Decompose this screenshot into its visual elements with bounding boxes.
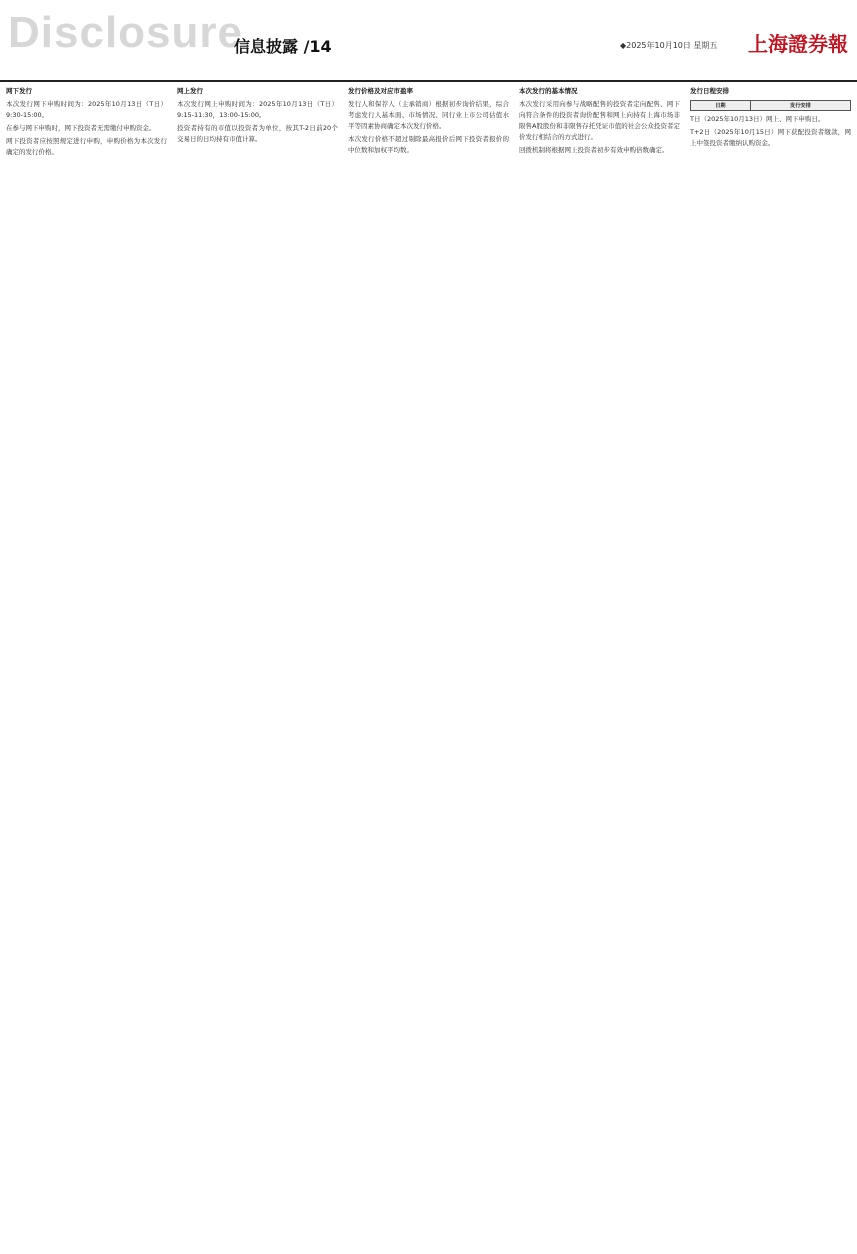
column-heading: 网下发行	[6, 87, 32, 95]
column-5	[690, 86, 851, 1248]
section-title: 信息披露 /14	[234, 37, 332, 56]
paragraph: 本次发行采用向参与战略配售的投资者定向配售、网下向符合条件的投资者询价配售和网上向持有上海市场非限售A股股份和非限售存托凭证市值的社会公众投资者定价发行相结合的方式进行。	[519, 100, 680, 141]
table-header-cell: 日期	[691, 101, 751, 111]
paragraph: 回拨机制将根据网上投资者初步有效申购倍数确定。	[519, 146, 669, 154]
newspaper-name: 上海證券報	[748, 32, 848, 56]
paragraph: 投资者持有的市值以投资者为单位，按其T-2日前20个交易日的日均持有市值计算。	[177, 124, 338, 143]
masthead-title: Disclosure	[8, 8, 243, 57]
paragraph: T+2日（2025年10月15日）网下获配投资者缴款，网上中签投资者缴纳认购资金。	[690, 128, 851, 147]
paragraph: 发行人和保荐人（主承销商）根据初步询价结果，综合考虑发行人基本面、市场情况、同行业上市公司估值水平等因素协商确定本次发行价格。	[348, 100, 509, 130]
table-header-cell: 发行安排	[750, 101, 850, 111]
paragraph: 本次发行网下申购时间为：2025年10月13日（T日）9:30-15:00。	[6, 100, 167, 119]
column-heading: 发行日程安排	[690, 87, 729, 95]
paragraph: 本次发行价格不超过剔除最高报价后网下投资者报价的中位数和加权平均数。	[348, 135, 509, 154]
page-header	[0, 0, 857, 82]
article-columns	[6, 86, 851, 1248]
column-heading: 网上发行	[177, 87, 203, 95]
paragraph: 在参与网下申购时，网下投资者无需缴付申购资金。	[6, 124, 156, 132]
table-header-row	[691, 101, 851, 111]
column-heading: 发行价格及对应市盈率	[348, 87, 413, 95]
column-3	[348, 86, 509, 1248]
column-heading: 本次发行的基本情况	[519, 87, 578, 95]
issue-date: ◆2025年10月10日 星期五	[620, 41, 718, 50]
schedule-table	[690, 100, 851, 111]
column-1	[6, 86, 167, 1248]
paragraph: 网下投资者应按照规定进行申购，申购价格为本次发行确定的发行价格。	[6, 137, 167, 156]
column-2	[177, 86, 338, 1248]
column-4	[519, 86, 680, 1248]
paragraph: 本次发行网上申购时间为：2025年10月13日（T日）9:15-11:30，13:00-15:00。	[177, 100, 338, 119]
paragraph: T日（2025年10月13日）网上、网下申购日。	[690, 115, 825, 123]
